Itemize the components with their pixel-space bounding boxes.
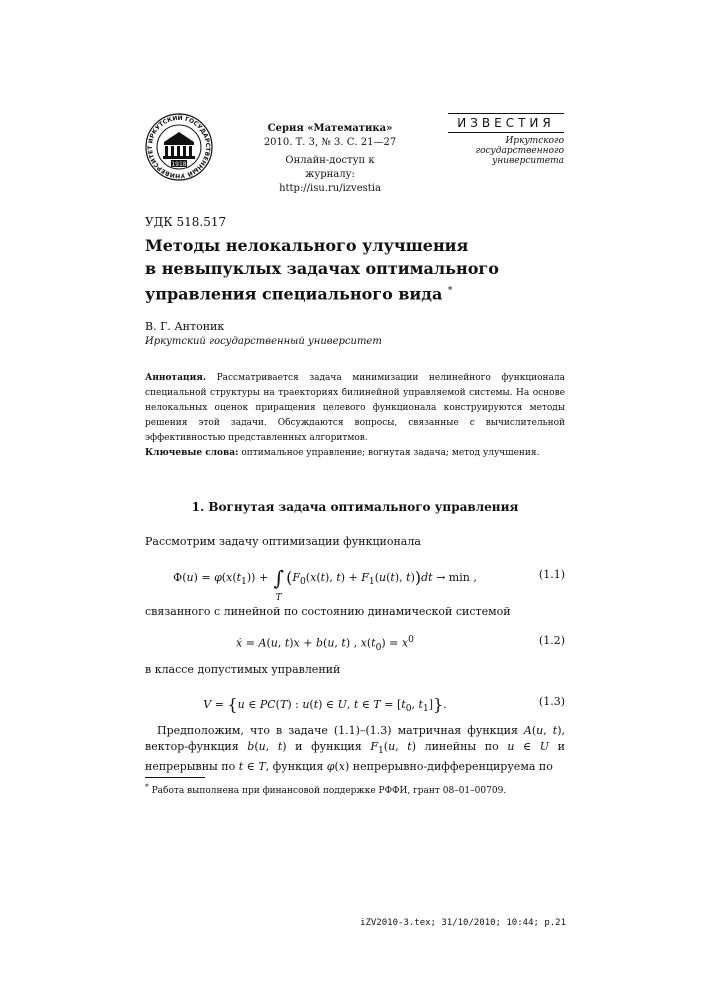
footnote-mark: *: [145, 782, 149, 791]
footnote: [145, 782, 565, 796]
issue-info: 2010. Т. 3, № 3. С. 21—27: [263, 137, 397, 148]
journal-sub-3: университета: [492, 156, 564, 166]
title-footnote-mark: *: [447, 286, 453, 296]
journal-sub-1: Иркутского: [505, 136, 564, 146]
abstract-label: Аннотация.: [145, 373, 207, 383]
series-block: [262, 122, 398, 196]
page-footer: iZV2010-3.tex; 31/10/2010; 10:44; p.21: [360, 918, 566, 928]
author-name: В. Г. Антоник: [145, 320, 225, 333]
section-heading: 1. Вогнутая задача оптимального управления: [191, 500, 519, 514]
journal-url[interactable]: http://isu.ru/izvestia: [279, 183, 381, 194]
journal-sub-2: государственного: [475, 146, 564, 156]
equation-1-1-number: (1.1): [538, 568, 565, 581]
journal-masthead: [448, 113, 564, 166]
keywords-label: Ключевые слова:: [145, 448, 239, 458]
keywords: [145, 447, 565, 459]
series-name: Серия «Математика»: [267, 123, 393, 134]
body-paragraph: Предположим, что в задаче (1.1)–(1.3) матричная функция A(u, t), вектор-функция b(u, t) и функция $F_1(u$, t) линейны по u ∈ U и непрерывны по t ∈ T, функция φ(x) непрерывно-дифференцируема по: [145, 724, 566, 774]
footnote-text: Работа выполнена при финансовой поддержке РФФИ, грант 08–01–00709.: [151, 786, 507, 796]
logo-ring-text: ИРКУТСКИЙ ГОСУДАРСТВЕННЫЙ УНИВЕРСИТЕТ: [146, 114, 212, 180]
title-line-1: Методы нелокального улучшения: [145, 236, 469, 255]
author-affiliation: Иркутский государственный университет: [145, 336, 382, 347]
equation-1-1-formula: $\Phi(u) = \varphi(x(t_1))$ + ∫ T ($F_0(x(t)$, $t) + F_1(u(t)$, t))dt → min ,: [173, 566, 477, 603]
logo-year: 1918: [171, 161, 187, 168]
title-line-2: в невыпуклых задачах оптимального: [145, 259, 499, 278]
paragraph-3: в классе допустимых управлений: [145, 663, 341, 676]
paper-title: [145, 234, 565, 305]
abstract-text: Рассматривается задача минимизации нелинейного функционала специальной структуры на траекториях билинейной управляемой системы. На основе нелокальных оценок приращения целевого функционала конструируются методы решения этой задачи. Обсуждаются вопросы, связанные с вычислительной эффективностью представленных алгоритмов.: [145, 373, 565, 443]
equation-1-2-formula: ẋ = A(u, t)x + b(u, t) , $x(t_0) = x^0$: [236, 634, 414, 653]
online-access: Онлайн-доступ к журналу:: [285, 155, 375, 180]
equation-1-2-number: (1.2): [538, 634, 565, 647]
title-line-3: управления специального вида *: [145, 284, 453, 304]
paragraph-1: Рассмотрим задачу оптимизации функционала: [145, 535, 421, 548]
equation-1-3-number: (1.3): [538, 695, 565, 708]
university-logo: [144, 112, 214, 182]
equation-1-2: [145, 632, 565, 654]
abstract: [145, 371, 565, 446]
equation-1-1: [145, 566, 565, 603]
paragraph-2: связанного с линейной по состоянию динамической системой: [145, 605, 511, 618]
journal-title: ИЗВЕСТИЯ: [457, 116, 555, 130]
footnote-rule: [145, 777, 205, 778]
udk-code: УДК 518.517: [145, 215, 227, 229]
equation-1-3: [145, 693, 565, 715]
equation-1-3-formula: V = {u ∈ PC(T) : u(t) ∈ U, t ∈ $T = [t_0$, $t_1$]}.: [203, 695, 447, 715]
keywords-text: оптимальное управление; вогнутая задача; метод улучшения.: [241, 448, 540, 458]
